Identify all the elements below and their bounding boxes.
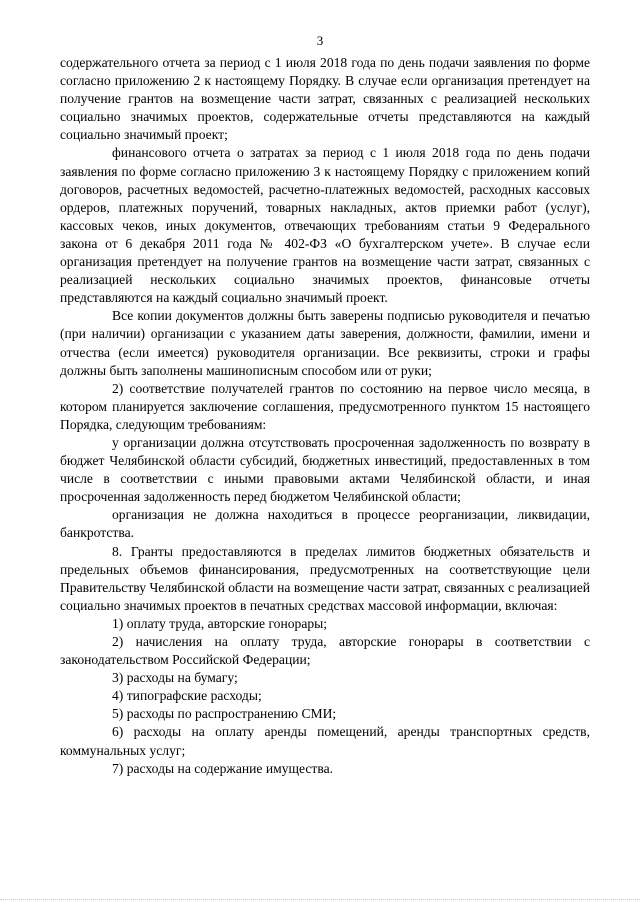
list-item-1-wages: 1) оплату труда, авторские гонорары; (112, 615, 328, 631)
list-item-5-distribution: 5) расходы по распространению СМИ; (112, 706, 337, 722)
paragraph-no-overdue-debt: у организации должна отсутствовать просроченная задолженность по возврату в бюджет Челябинской области субсидий, бюджетных инвестиций, предоставленных в том числе в соответствии с иными правовыми актами Челябинской области, и иная просроченная задолженность перед бюджетом Челябинской области; (60, 434, 590, 505)
bottom-scan-line (0, 899, 640, 900)
paragraph-financial-report: финансового отчета о затратах за период с 1 июля 2018 года по день подачи заявления по форме согласно приложению 3 к настоящему Порядку с приложением копий договоров, расчетных ведомостей, расчетно-платежных ведомостей, расходных кассовых ордеров, платежных поручений, товарных накладных, актов приемки работ (услуг), кассовых чеков, иных документов, отвечающих требованиям статьи 9 Федерального закона от 6 декабря 2011 года № 402-ФЗ «О бухгалтерском учете». В случае если организация претендует на получение грантов на возмещение части затрат, связанных с реализацией нескольких социально значимых проектов, финансовые отчеты представляются на каждый социально значимый проект. (60, 145, 590, 306)
paragraph-content-report-cont: содержательного отчета за период с 1 июля 2018 года по день подачи заявления по форме согласно приложению 2 к настоящему Порядку. В случае если организация претендует на получение грантов на возмещение части затрат, связанных с реализацией нескольких социально значимых проектов, содержательные отчеты представляются на каждый социально значимый проект; (60, 55, 590, 143)
paragraph-no-reorganization: организация не должна находиться в процессе реорганизации, ликвидации, банкротства. (60, 507, 590, 541)
page-number: 3 (316, 33, 324, 48)
list-item-3-paper: 3) расходы на бумагу; (112, 670, 238, 686)
paragraph-copies-certification: Все копии документов должны быть заверены подписью руководителя и печатью (при наличии) организации с указанием даты заверения, должности, фамилии, имени и отчества (если имеется) руководителя организации. Все реквизиты, строки и графы должны быть заполнены машинописным способом или от руки; (60, 308, 590, 378)
document-body (60, 54, 590, 778)
paragraph-clause-8-grants: 8. Гранты предоставляются в пределах лимитов бюджетных обязательств и предельных объемов финансирования, предусмотренных на соответствующие цели Правительству Челябинской области на возмещение части затрат, связанных с реализацией социально значимых проектов в печатных средствах массовой информации, включая: (60, 543, 590, 613)
list-item-7-property: 7) расходы на содержание имущества. (112, 760, 333, 776)
paragraph-item-2-requirements: 2) соответствие получателей грантов по состоянию на первое число месяца, в котором планируется заключение соглашения, предусмотренного пунктом 15 настоящего Порядка, следующим требованиям: (60, 380, 590, 432)
list-item-4-printing: 4) типографские расходы; (112, 688, 262, 704)
list-item-2-accruals: 2) начисления на оплату труда, авторские гонорары в соответствии с законодательством Российской Федерации; (60, 634, 590, 668)
list-item-6-rent: 6) расходы на оплату аренды помещений, аренды транспортных средств, коммунальных услуг; (60, 724, 590, 758)
